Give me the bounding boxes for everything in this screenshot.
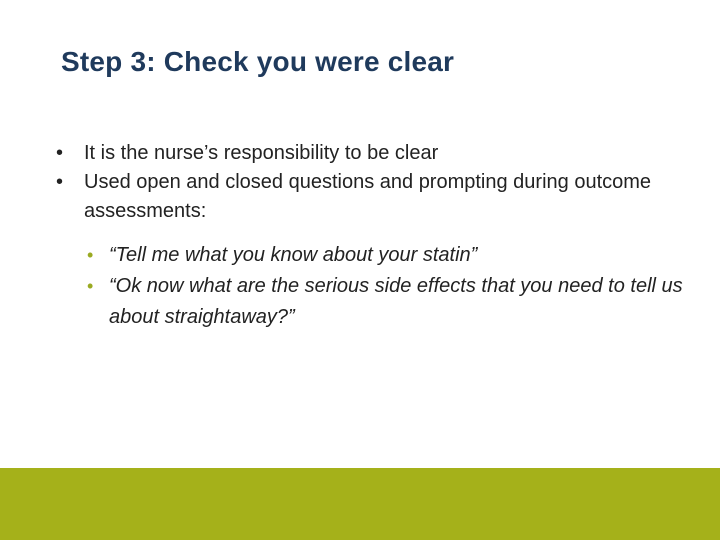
bullet-text: It is the nurse’s responsibility to be clear	[84, 142, 439, 164]
sub-bullet-text: “Tell me what you know about your statin”	[109, 244, 478, 266]
sub-bullet-item	[87, 240, 687, 271]
bullet-item	[56, 139, 676, 168]
sub-bullet-icon: •	[87, 276, 94, 296]
bullet-icon: •	[56, 171, 64, 193]
footer-bar	[0, 468, 720, 540]
sub-bullet-icon: •	[87, 245, 94, 265]
bullet-icon: •	[56, 142, 64, 164]
bullet-item	[56, 168, 676, 226]
bullet-list	[56, 139, 676, 226]
sub-bullet-item	[87, 271, 687, 333]
sub-bullet-text: “Ok now what are the serious side effects that you need to tell us about straightaway?”	[109, 275, 683, 328]
bullet-text: Used open and closed questions and prompting during outcome assessments:	[84, 171, 652, 222]
sub-bullet-list	[87, 240, 687, 333]
slide-title: Step 3: Check you were clear	[61, 46, 455, 77]
